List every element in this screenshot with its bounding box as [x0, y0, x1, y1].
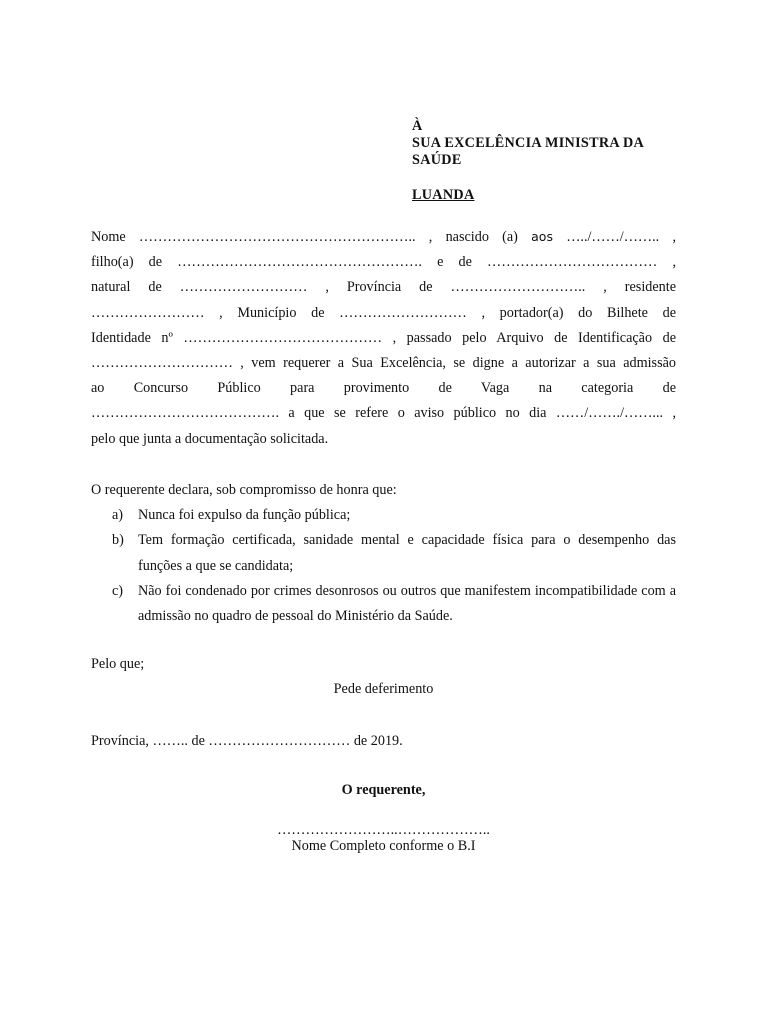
- request-line-1-b: …../……/…….. ,: [566, 229, 676, 245]
- declaration-item-text: Nunca foi expulso da função pública;: [138, 507, 351, 524]
- addressee-city: LUANDA: [412, 187, 475, 203]
- addressee-line-3: SAÚDE: [412, 152, 462, 168]
- closing-block: [91, 652, 676, 702]
- declaration-intro: O requerente declara, sob compromisso de honra que:: [91, 482, 397, 498]
- declaration-item-c: [91, 579, 676, 629]
- signature-role: O requerente,: [341, 782, 426, 798]
- date-line: Província, …….. de ………………………… de 2019.: [91, 733, 403, 749]
- request-line-2: filho(a) de ……………………………………………. e de ……………………………… ,: [91, 254, 676, 271]
- list-marker: c): [112, 582, 124, 599]
- addressee-line-2: SUA EXCELÊNCIA MINISTRA DA: [412, 135, 645, 151]
- signature-block: [91, 778, 676, 855]
- declaration-item-text: Tem formação certificada, sanidade mental e capacidade física para o desempenho das funções a que se candidata;: [138, 532, 676, 574]
- declaration-item-b: [91, 528, 676, 578]
- list-marker: b): [112, 532, 124, 549]
- request-line-4: …………………… , Município de ……………………… , portador(a) do Bilhete de: [91, 304, 676, 321]
- request-line-3: natural de ……………………… , Província de ……………………….. , residente: [91, 279, 676, 296]
- declaration-item-a: [91, 503, 676, 528]
- request-line-1: [91, 224, 676, 250]
- declaration-item-text: Não foi condenado por crimes desonrosos ou outros que manifestem incompatibilidade com a admissão no quadro de pessoal do Ministério da Saúde.: [138, 582, 676, 625]
- declaration-block: [91, 478, 676, 629]
- request-line-6: ………………………… , vem requerer a Sua Excelência, se digne a autorizar a sua admissão: [91, 355, 676, 372]
- request-line-5: Identidade nº …………………………………… , passado pelo Arquivo de Identificação de: [91, 329, 676, 346]
- request-line-1-a: Nome ………………………………………………….. , nascido (a): [91, 229, 518, 245]
- signature-line: ……………………..………………..: [277, 822, 490, 838]
- request-paragraph: [91, 224, 676, 452]
- signature-name-caption: Nome Completo conforme o B.I: [291, 838, 476, 854]
- request-line-1-sans: aos: [531, 229, 553, 244]
- addressee-block: [412, 118, 676, 204]
- pelo-que-text: Pelo que;: [91, 656, 145, 672]
- request-line-9: pelo que junta a documentação solicitada.: [91, 430, 329, 447]
- request-line-8: …………………………………. a que se refere o aviso público no dia ……/……./……... ,: [91, 405, 676, 422]
- request-line-7: ao Concurso Público para provimento de Vaga na categoria de: [91, 380, 676, 397]
- deferimento-text: Pede deferimento: [333, 681, 434, 697]
- declaration-list: [91, 503, 676, 629]
- list-marker: a): [112, 507, 124, 524]
- addressee-line-1: À: [412, 118, 423, 134]
